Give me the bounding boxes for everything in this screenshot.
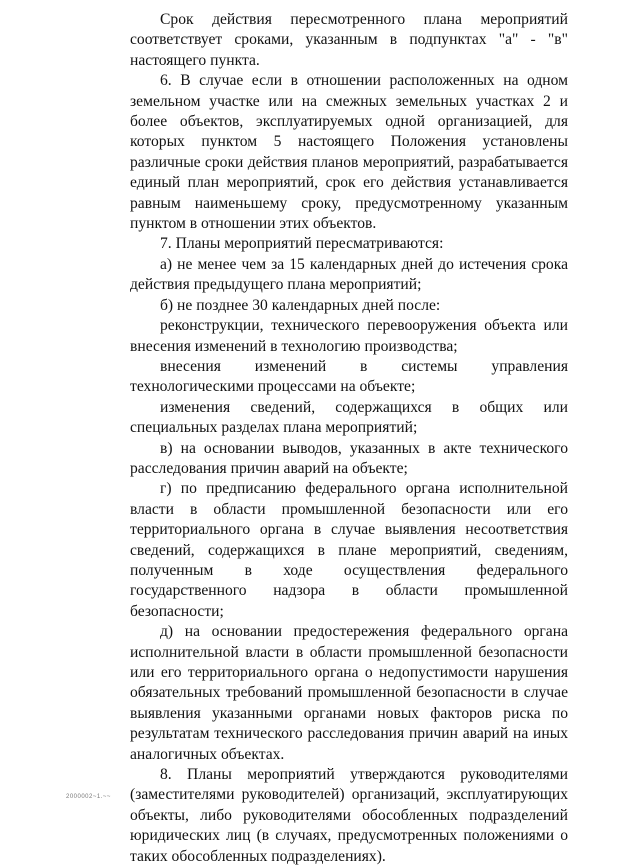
paragraph-7b: б) не позднее 30 календарных дней после: — [160, 296, 441, 314]
paragraph-7b-data-changes: изменения сведений, содержащихся в общих или специальных разделах плана мероприятий; — [130, 398, 568, 437]
paragraph-7v: в) на основании выводов, указанных в акте технического расследования причин аварий на объекте; — [130, 439, 568, 477]
document-body — [130, 10, 568, 867]
paragraph-7g: г) по предписанию федерального органа исполнительной власти в области промышленной безопасности или его территориального органа в случае выявления несоответствия сведений, содержащихся в плане мероприятий, сведениям, полученным в ходе осуществления федерального государственного надзора в области промышленной безопасности; — [130, 480, 568, 620]
paragraph-7b-control-systems: внесения изменений в системы управления технологическими процессами на объекте; — [130, 357, 568, 396]
paragraph-7: 7. Планы мероприятий пересматриваются: — [160, 235, 444, 253]
paragraph-7b-reconstruction: реконструкции, технического перевооружения объекта или внесения изменений в технологию производства; — [130, 317, 568, 355]
paragraph-7d: д) на основании предостережения федерального органа исполнительной власти в области промышленной безопасности или его территориального органа о недопустимости нарушения обязательных требований промышленной безопасности в случае выявления указанными органами новых факторов риска по результатам технического расследования причин аварий на иных аналогичных объектах. — [130, 623, 568, 763]
paragraph-8: 8. Планы мероприятий утверждаются руководителями (заместителями руководителей) организаций, эксплуатирующих объекты, либо руководителями обособленных подразделений юридических лиц (в случаях, предусмотренных положениями о таких обособленных подразделениях). — [130, 766, 568, 865]
paragraph-7a: а) не менее чем за 15 календарных дней до истечения срока действия предыдущего плана мероприятий; — [130, 255, 568, 294]
footer-mark: 2000002~1.~~ — [66, 794, 111, 800]
paragraph-6: 6. В случае если в отношении расположенных на одном земельном участке или на смежных земельных участках 2 и более объектов, эксплуатируемых одной организацией, для которых пунктом 5 настоящего Положения установлены различные сроки действия планов мероприятий, разрабатывается единый план мероприятий, срок его действия устанавливается равным наименьшему сроку, предусмотренному указанным пунктом в отношении этих объектов. — [130, 72, 568, 233]
paragraph-term-note: Срок действия пересмотренного плана мероприятий соответствует сроками, указанным в подпунктах "а" - "в" настоящего пункта. — [130, 11, 568, 69]
